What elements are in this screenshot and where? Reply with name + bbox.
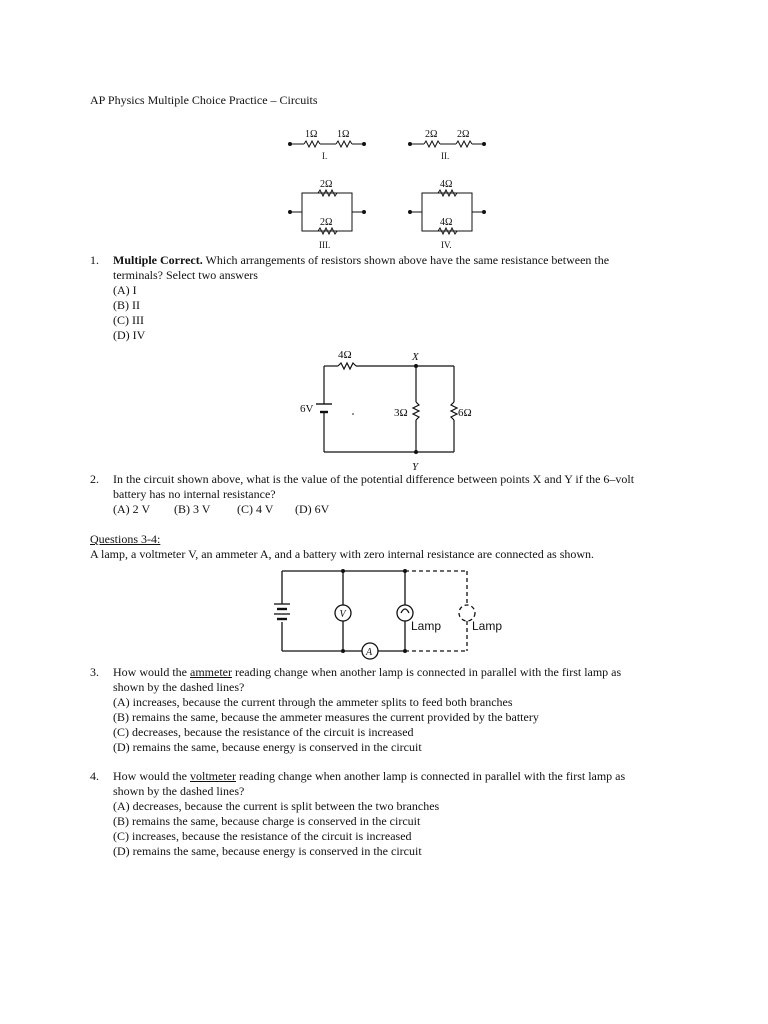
q3-stem-line2: shown by the dashed lines?	[113, 680, 245, 694]
q3-underlined-term: ammeter	[190, 665, 232, 679]
q3-pre: How would the	[113, 665, 190, 679]
fig2-battery-label: 6V	[300, 403, 314, 415]
fig1-IV-r2-label: 4Ω	[440, 217, 453, 228]
q4-choice-a: (A) decreases, because the current is split between the two branches	[113, 799, 440, 813]
q3-choice-b: (B) remains the same, because the ammeter measures the current provided by the battery	[113, 710, 539, 724]
fig1-II-label: II.	[441, 151, 450, 161]
q4-post: reading change when another lamp is connected in parallel with the first lamp as	[235, 769, 626, 783]
q4-pre: How would the	[113, 769, 190, 783]
q2-choice-a: (A) 2 V	[113, 502, 151, 516]
fig1-II-r1-label: 2Ω	[425, 129, 438, 140]
fig2-right-resistor-label: 6Ω	[458, 407, 472, 419]
q4-stem-line2: shown by the dashed lines?	[113, 784, 245, 798]
q2-number: 2.	[90, 472, 99, 486]
q1-bold-lead: Multiple Correct.	[113, 253, 203, 267]
q2-choice-c: (C) 4 V	[237, 502, 274, 516]
fig3-voltmeter-symbol: V	[339, 609, 346, 620]
q34-intro: A lamp, a voltmeter V, an ammeter A, and a battery with zero internal resistance are connected as shown.	[90, 547, 595, 561]
q3-choice-d: (D) remains the same, because energy is conserved in the circuit	[113, 740, 422, 754]
q2-choice-d: (D) 6V	[295, 502, 330, 516]
resistor-arrangements-figure	[280, 122, 500, 254]
q1-stem-line2: terminals? Select two answers	[113, 268, 258, 282]
fig3-lamp1-label: Lamp	[411, 619, 442, 633]
fig1-IV-r1-label: 4Ω	[440, 179, 453, 190]
q3-number: 3.	[90, 665, 99, 679]
fig1-II-r2-label: 2Ω	[457, 129, 470, 140]
q3-choice-a: (A) increases, because the current through the ammeter splits to feed both branches	[113, 695, 513, 709]
fig1-I-label: I.	[322, 151, 328, 161]
fig3-lamp2-label: Lamp	[472, 619, 503, 633]
fig1-III-label: III.	[319, 240, 331, 250]
fig1-I-r1-label: 1Ω	[305, 129, 318, 140]
circuit-figure-q2	[296, 346, 486, 474]
fig1-III-r2-label: 2Ω	[320, 217, 333, 228]
fig2-point-y-label: Y	[412, 461, 419, 473]
q4-choice-d: (D) remains the same, because energy is conserved in the circuit	[113, 844, 422, 858]
q1-number: 1.	[90, 253, 99, 267]
fig1-I-r2-label: 1Ω	[337, 129, 350, 140]
q2-choice-b: (B) 3 V	[174, 502, 211, 516]
q1-choice-c: (C) III	[113, 313, 144, 327]
q4-number: 4.	[90, 769, 99, 783]
q1-choice-d: (D) IV	[113, 328, 146, 342]
circuit-figure-q3-q4	[262, 564, 512, 664]
fig2-mid-resistor-label: 3Ω	[394, 407, 408, 419]
q4-choice-b: (B) remains the same, because charge is conserved in the circuit	[113, 814, 421, 828]
q4-stem-line1	[113, 769, 625, 784]
fig2-top-resistor-label: 4Ω	[338, 349, 352, 361]
fig2-point-x-label: X	[412, 351, 419, 363]
q3-post: reading change when another lamp is connected in parallel with the first lamp as	[231, 665, 622, 679]
page-title: AP Physics Multiple Choice Practice – Circuits	[90, 93, 318, 107]
q1-stem-line1	[113, 253, 609, 268]
q4-underlined-term: voltmeter	[190, 769, 236, 783]
q2-stem-line1: In the circuit shown above, what is the value of the potential difference between points X and Y if the 6–volt	[113, 472, 635, 486]
q3-stem-line1	[113, 665, 621, 680]
fig1-IV-label: IV.	[441, 240, 452, 250]
q2-stem-line2: battery has no internal resistance?	[113, 487, 276, 501]
q1-text1: Which arrangements of resistors shown above have the same resistance between the	[202, 253, 610, 267]
fig3-ammeter-symbol: A	[366, 647, 373, 658]
q34-header: Questions 3-4:	[90, 532, 161, 546]
q1-choice-b: (B) II	[113, 298, 140, 312]
fig1-III-r1-label: 2Ω	[320, 179, 333, 190]
q4-choice-c: (C) increases, because the resistance of the circuit is increased	[113, 829, 412, 843]
q3-choice-c: (C) decreases, because the resistance of the circuit is increased	[113, 725, 414, 739]
q1-choice-a: (A) I	[113, 283, 137, 297]
